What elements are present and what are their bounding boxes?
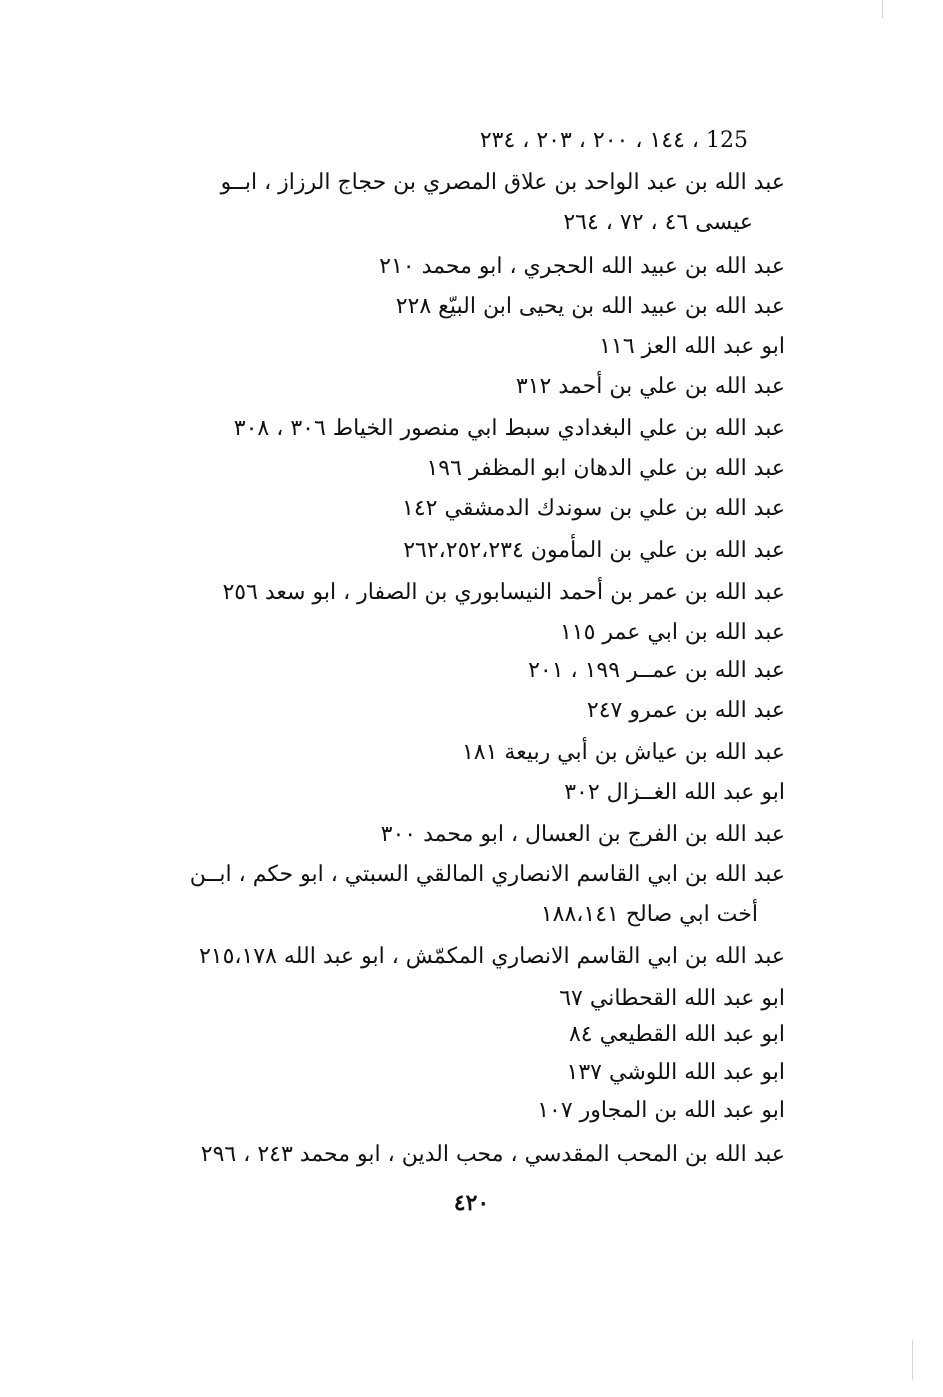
index-line: عبد الله بن علي البغدادي سبط ابي منصور الخياط ٣٠٦ ، ٣٠٨ xyxy=(233,416,785,441)
page-edge-mark xyxy=(912,1340,913,1380)
index-line: ابو عبد الله القطيعي ٨٤ xyxy=(568,1022,785,1047)
index-line: عبد الله بن عبيد الله بن يحيى ابن البيّع ٢٢٨ xyxy=(395,294,785,319)
index-line: عبد الله بن عياش بن أبي ربيعة ١٨١ xyxy=(461,740,785,765)
index-line: عبد الله بن ابي عمر ١١٥ xyxy=(559,620,785,645)
index-line: عبد الله بن علي بن أحمد ٣١٢ xyxy=(515,374,785,399)
index-line: ابو عبد الله العز ١١٦ xyxy=(599,334,785,359)
page-edge-mark xyxy=(882,0,883,18)
index-line: 125 ، ١٤٤ ، ٢٠٠ ، ٢٠٣ ، ٢٣٤ xyxy=(479,128,748,153)
index-line: عبد الله بن عمــر ١٩٩ ، ٢٠١ xyxy=(528,658,785,683)
page-number: ٤٢٠ xyxy=(453,1190,490,1216)
index-line-continuation: أخت ابي صالح ١٨٨،١٤١ xyxy=(540,902,758,927)
index-line: عبد الله بن الفرج بن العسال ، ابو محمد ٣٠٠ xyxy=(380,822,785,847)
index-line: عبد الله بن المحب المقدسي ، محب الدين ، ابو محمد ٢٤٣ ، ٢٩٦ xyxy=(200,1142,785,1167)
index-line: عبد الله بن علي بن المأمون ٢٦٢،٢٥٢،٢٣٤ xyxy=(403,538,785,563)
index-line: عبد الله بن عبيد الله الحجري ، ابو محمد ٢١٠ xyxy=(379,254,785,279)
index-line: عبد الله بن عبد الواحد بن علاق المصري بن حجاج الرزاز ، ابــو xyxy=(220,170,785,195)
index-line: عبد الله بن عمر بن أحمد النيسابوري بن الصفار ، ابو سعد ٢٥٦ xyxy=(222,580,785,605)
index-line: عبد الله بن علي الدهان ابو المظفر ١٩٦ xyxy=(426,456,785,481)
index-line: ابو عبد الله الغــزال ٣٠٢ xyxy=(564,780,785,805)
index-line: عبد الله بن ابي القاسم الانصاري المكمّش ، ابو عبد الله ٢١٥،١٧٨ xyxy=(198,944,785,969)
index-line: ابو عبد الله اللوشي ١٣٧ xyxy=(566,1060,785,1085)
index-line: ابو عبد الله القحطاني ٦٧ xyxy=(559,986,785,1011)
index-line: عبد الله بن عمرو ٢٤٧ xyxy=(586,698,785,723)
index-line-continuation: عيسى ٤٦ ، ٧٢ ، ٢٦٤ xyxy=(563,210,753,235)
index-line: ابو عبد الله بن المجاور ١٠٧ xyxy=(537,1098,785,1123)
index-line: عبد الله بن علي بن سوندك الدمشقي ١٤٢ xyxy=(402,496,785,521)
index-line: عبد الله بن ابي القاسم الانصاري المالقي السبتي ، ابو حكم ، ابــن xyxy=(189,862,785,887)
